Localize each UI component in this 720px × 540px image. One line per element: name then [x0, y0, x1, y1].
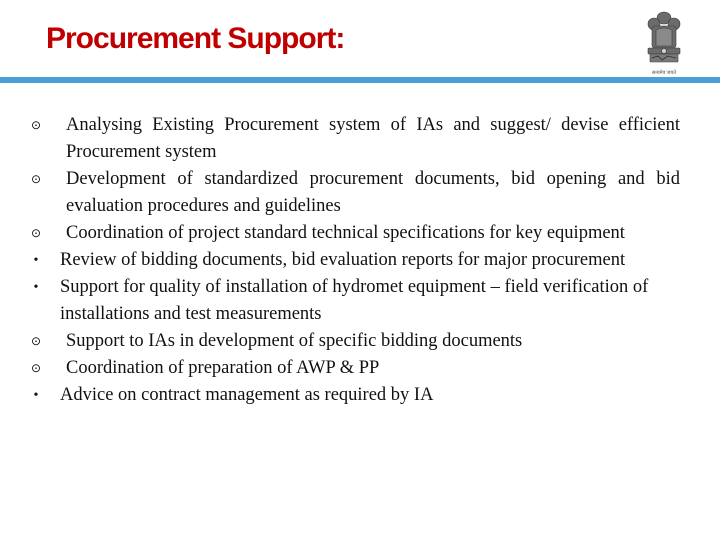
bullet-dot-icon: • [33, 280, 39, 295]
bullet-circle-icon: ⊙ [30, 334, 42, 348]
bullet-item [24, 328, 680, 355]
bullet-text: Analysing Existing Procurement system of IAs and suggest/ devise efficient Procurement system [66, 115, 680, 162]
bullet-text: Advice on contract management as required by IA [60, 385, 434, 405]
bullet-text: Development of standardized procurement documents, bid opening and bid evaluation procedures and guidelines [66, 169, 680, 216]
bullet-text: Coordination of project standard technical specifications for key equipment [66, 223, 625, 243]
bullet-item [24, 355, 680, 382]
emblem-caption: सत्यमेव जयते [651, 71, 677, 76]
bullet-item [24, 220, 680, 247]
bullet-text: Support for quality of installation of hydromet equipment – field verification of installations and test measurements [60, 277, 649, 324]
state-emblem-icon [640, 8, 688, 78]
bullet-item [24, 112, 680, 166]
bullet-item [24, 382, 680, 409]
bullet-text: Support to IAs in development of specific bidding documents [66, 331, 523, 351]
slide-title: Procurement Support: [46, 22, 345, 55]
header-divider [0, 77, 720, 83]
bullet-circle-icon: ⊙ [30, 172, 42, 186]
bullet-text: Coordination of preparation of AWP & PP [66, 358, 380, 378]
bullet-item [24, 274, 680, 328]
bullet-item [24, 247, 680, 274]
bullet-item [24, 166, 680, 220]
bullet-circle-icon: ⊙ [30, 361, 42, 375]
bullet-circle-icon: ⊙ [30, 118, 42, 132]
bullet-list [24, 112, 680, 409]
bullet-dot-icon: • [33, 388, 39, 403]
bullet-circle-icon: ⊙ [30, 226, 42, 240]
bullet-dot-icon: • [33, 253, 39, 268]
bullet-text: Review of bidding documents, bid evaluation reports for major procurement [60, 250, 626, 270]
